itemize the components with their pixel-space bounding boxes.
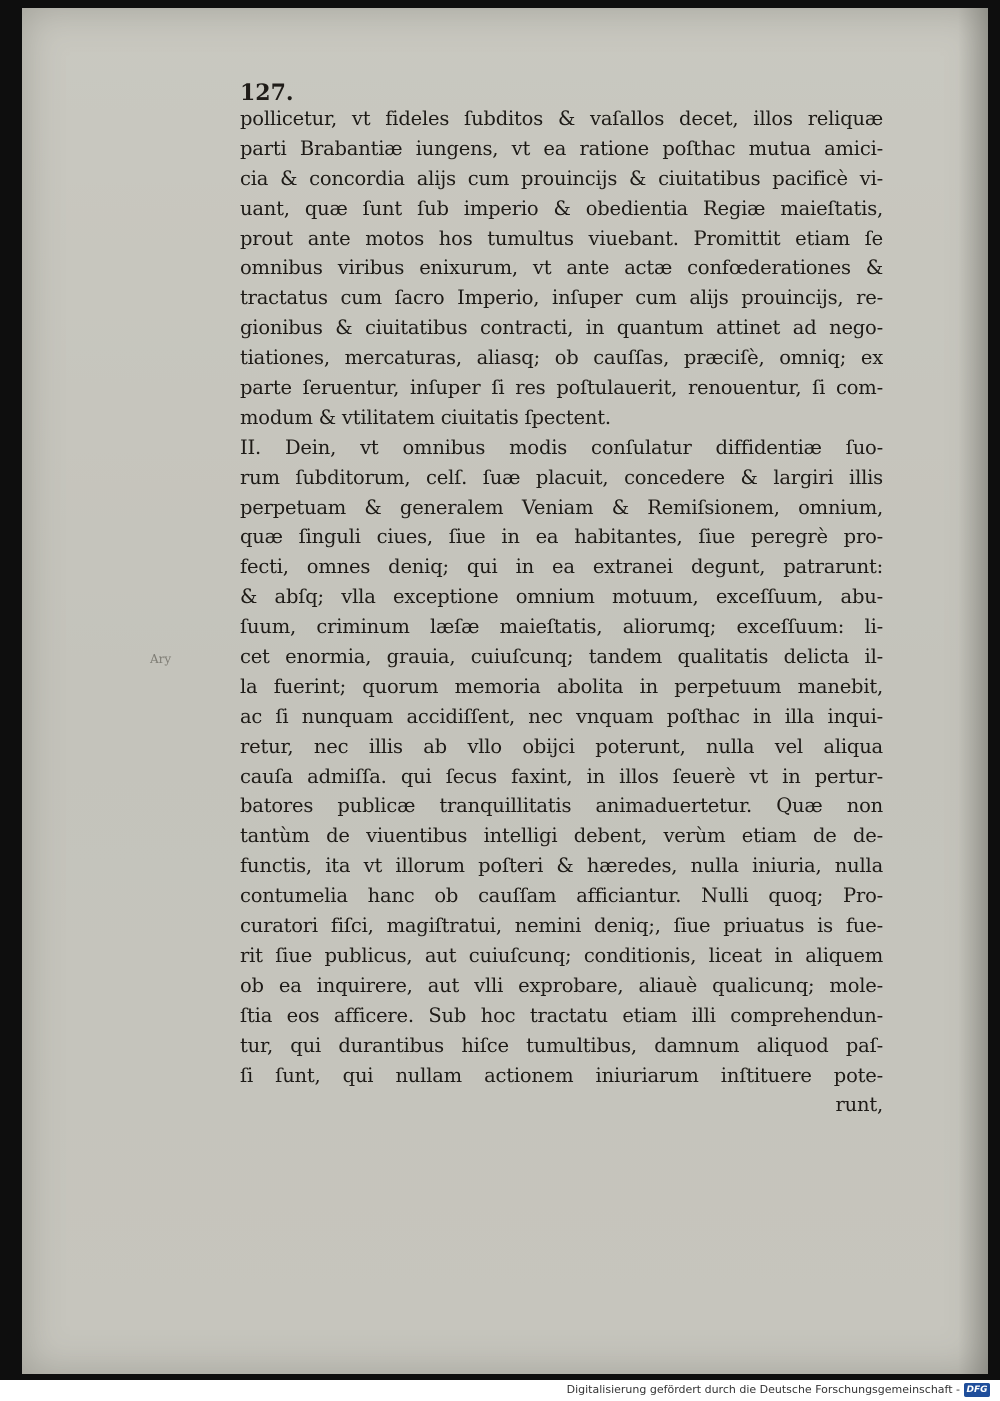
text-line: functis, ita vt illorum poſteri & hæredes, nulla iniuria, nulla (240, 854, 883, 878)
text-line: cet enormia, grauia, cuiuſcunq; tandem qualitatis delicta il- (240, 645, 883, 669)
page-number: 127. (240, 80, 294, 106)
text-line: gionibus & ciuitatibus contracti, in quantum attinet ad nego- (240, 316, 883, 340)
text-line: parte ſeruentur, inſuper ſi res poſtulauerit, renouentur, ſi com- (240, 376, 883, 400)
text-line: omnibus viribus enixurum, vt ante actæ confœderationes & (240, 256, 883, 280)
text-line: curatori fiſci, magiſtratui, nemini deniq;, ſiue priuatus is fue- (240, 914, 883, 938)
text-line: tantùm de viuentibus intelligi debent, verùm etiam de de- (240, 824, 883, 848)
text-line: fecti, omnes deniq; qui in ea extranei degunt, patrarunt: (240, 555, 883, 579)
text-line: cia & concordia alijs cum prouincijs & ciuitatibus pacificè vi- (240, 166, 883, 190)
text-line: tiationes, mercaturas, aliasq; ob cauſſas, præciſè, omniq; ex (240, 346, 883, 370)
text-line: ſtia eos afficere. Sub hoc tractatu etiam illi comprehendun- (240, 1003, 883, 1027)
footer-bar (0, 1380, 1000, 1401)
dfg-logo: DFG (964, 1383, 990, 1397)
text-line: rum ſubditorum, celſ. ſuæ placuit, concedere & largiri illis (240, 465, 883, 489)
text-line: ſi ſunt, qui nullam actionem iniuriarum inſtituere pote- (240, 1063, 883, 1087)
text-line: cauſa admiſſa. qui ſecus faxint, in illos ſeuerè vt in pertur- (240, 764, 883, 788)
text-line: modum & vtilitatem ciuitatis ſpectent. (240, 405, 611, 429)
text-line: tractatus cum ſacro Imperio, inſuper cum alijs prouincijs, re- (240, 286, 883, 310)
footer-credit: Digitalisierung gefördert durch die Deutsche Forschungsgemeinschaft - (566, 1383, 960, 1396)
text-line: prout ante motos hos tumultus viuebant. Promittit etiam ſe (240, 226, 883, 250)
text-line: contumelia hanc ob cauſſam afficiantur. Nulli quoq; Pro- (240, 884, 883, 908)
text-line: batores publicæ tranquillitatis animaduertetur. Quæ non (240, 794, 883, 818)
text-line: ſuum, criminum læſæ maieſtatis, aliorumq; exceſſuum: li- (240, 615, 883, 639)
text-line: perpetuam & generalem Veniam & Remiſsionem, omnium, (240, 495, 883, 519)
text-line: ac ſi nunquam accidiſſent, nec vnquam poſthac in illa inqui- (240, 704, 883, 728)
text-line: rit ſiue publicus, aut cuiuſcunq; conditionis, liceat in aliquem (240, 943, 883, 967)
text-line: parti Brabantiæ iungens, vt ea ratione poſthac mutua amici- (240, 136, 883, 160)
text-line: retur, nec illis ab vllo obijci poterunt, nulla vel aliqua (240, 734, 883, 758)
margin-annotation: Ary (150, 652, 172, 666)
text-line: ob ea inquirere, aut vlli exprobare, aliauè qualicunq; mole- (240, 973, 883, 997)
text-line: runt, (835, 1093, 883, 1117)
text-line: & abſq; vlla exceptione omnium motuum, exceſſuum, abu- (240, 585, 883, 609)
text-line: la fuerint; quorum memoria abolita in perpetuum manebit, (240, 674, 883, 698)
text-line: uant, quæ ſunt ſub imperio & obedientia Regiæ maieſtatis, (240, 196, 883, 220)
text-line: quæ ſinguli ciues, ſiue in ea habitantes, ſiue peregrè pro- (240, 525, 883, 549)
text-line: tur, qui durantibus hiſce tumultibus, damnum aliquod paſ- (240, 1033, 883, 1057)
text-line: II. Dein, vt omnibus modis conſulatur diffidentiæ ſuo- (240, 435, 883, 459)
text-line: pollicetur, vt fideles ſubditos & vaſallos decet, illos reliquæ (240, 107, 883, 130)
body-text (240, 104, 883, 1120)
